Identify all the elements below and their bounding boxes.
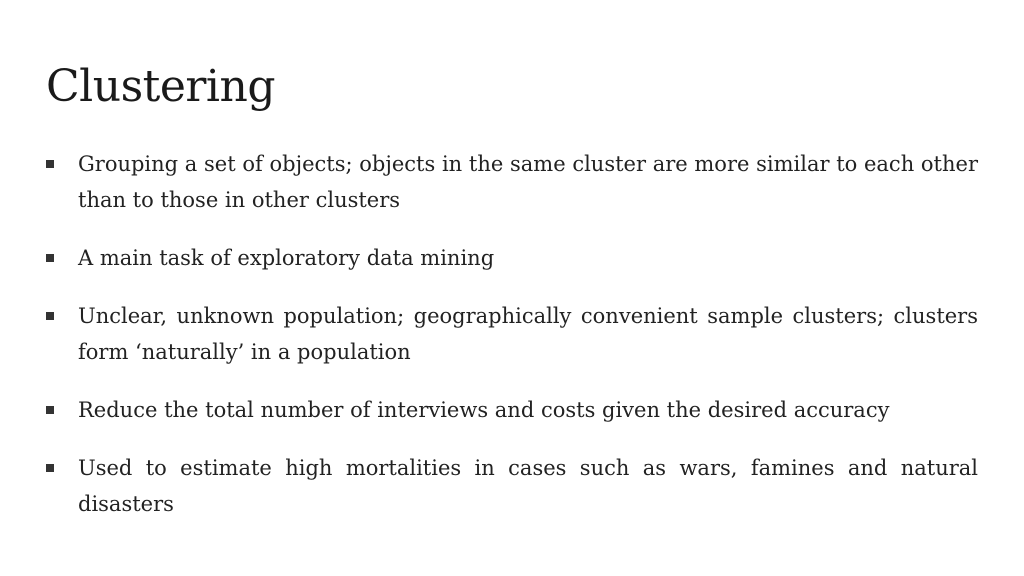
square-bullet-icon <box>46 406 54 414</box>
bullet-list <box>46 146 978 522</box>
square-bullet-icon <box>46 312 54 320</box>
bullet-text: Reduce the total number of interviews and costs given the desired accuracy <box>78 398 890 422</box>
square-bullet-icon <box>46 160 54 168</box>
square-bullet-icon <box>46 464 54 472</box>
slide-title: Clustering <box>46 61 275 112</box>
bullet-text: Grouping a set of objects; objects in the same cluster are more similar to each other than to those in other clusters <box>78 152 978 212</box>
list-item <box>46 146 978 218</box>
bullet-text: Unclear, unknown population; geographically convenient sample clusters; clusters form ‘naturally’ in a population <box>78 304 978 364</box>
list-item <box>46 450 978 522</box>
list-item <box>46 392 978 428</box>
bullet-text: Used to estimate high mortalities in cases such as wars, famines and natural disasters <box>78 456 978 516</box>
bullet-text: A main task of exploratory data mining <box>78 246 495 270</box>
square-bullet-icon <box>46 254 54 262</box>
list-item <box>46 240 978 276</box>
list-item <box>46 298 978 370</box>
